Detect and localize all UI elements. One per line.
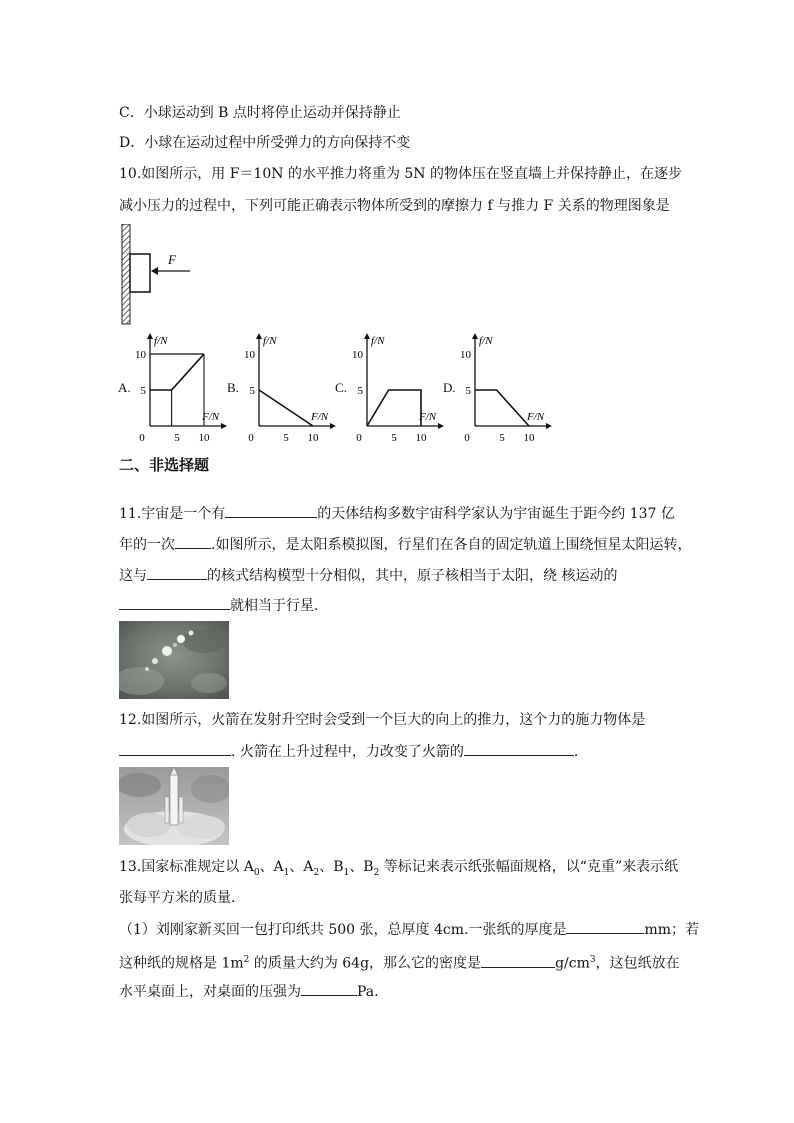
- q13-text: 、B: [349, 859, 374, 875]
- wall: [122, 224, 130, 324]
- x-axis-arrow: [438, 423, 444, 429]
- q13-blank-2[interactable]: [481, 953, 555, 968]
- graph-option-b: [241, 330, 339, 444]
- option-label-c[interactable]: C.: [335, 380, 347, 395]
- q11-text: 的核式结构模型十分相似，其中，原子核相当于太阳，绕 核运动的: [207, 568, 618, 584]
- x-axis-label: F/N: [527, 411, 545, 423]
- subscript: 1: [343, 867, 350, 878]
- y-axis-arrow: [147, 333, 153, 339]
- y-tick-label: 5: [140, 385, 146, 397]
- q13-text: 的质量大约为 64g，那么它的密度是: [249, 955, 482, 972]
- q9-option-d: D．小球在运动过程中所受弹力的方向保持不变: [119, 135, 411, 151]
- q11-blank-4[interactable]: [119, 595, 230, 610]
- q11-line3: [119, 565, 617, 586]
- q13-blank-1[interactable]: [566, 919, 644, 934]
- q11-blank-3[interactable]: [147, 565, 207, 580]
- q9-option-c: C．小球运动到 B 点时将停止运动并保持静止: [119, 105, 401, 121]
- rocket-launch-image: [119, 767, 229, 845]
- q11-text: 年的一次: [119, 537, 175, 553]
- x-tick-label: 10: [307, 432, 319, 444]
- x-tick-label: 10: [198, 432, 210, 444]
- subscript: 2: [313, 867, 320, 878]
- y-axis-arrow: [364, 333, 370, 339]
- subscript: 2: [373, 867, 380, 878]
- section-title: 二、非选择题: [119, 456, 210, 474]
- q13-text: 、A: [259, 859, 284, 875]
- force-arrowhead: [151, 267, 158, 275]
- wall-block-diagram: [118, 224, 198, 326]
- q13-line3: [119, 919, 699, 940]
- graph-option-d: [457, 330, 555, 444]
- q13-line1: [119, 857, 678, 883]
- y-tick-label: 10: [244, 349, 255, 361]
- subscript: 1: [283, 867, 290, 878]
- x-axis-arrow: [546, 423, 552, 429]
- graph-option-c: [349, 330, 447, 444]
- q13-text: 等标记来表示纸张幅面规格，以“克重”来表示纸: [379, 859, 679, 875]
- q12-blank-2[interactable]: [464, 741, 574, 756]
- x-tick-label: 5: [283, 432, 289, 444]
- q10-text-line2: 减小压力的过程中，下列可能正确表示物体所受到的摩擦力 f 与推力 F 关系的物理图象是: [119, 198, 670, 214]
- q13-text: （1）刘刚家新买回一包打印纸共 500 张，总厚度 4cm.一张纸的厚度是: [119, 922, 567, 938]
- q13-text: mm；若: [644, 922, 700, 938]
- x-tick-label: 5: [499, 432, 505, 444]
- y-tick-label: 5: [465, 385, 471, 397]
- y-tick-label: 5: [357, 385, 363, 397]
- q11-line1: [119, 503, 675, 524]
- q11-blank-2[interactable]: [175, 534, 211, 549]
- series-line: [367, 390, 421, 426]
- y-tick-label: 5: [249, 385, 255, 397]
- y-axis-label: f/N: [479, 335, 493, 347]
- block: [130, 254, 150, 292]
- q13-line2: 张每平方米的质量.: [119, 890, 236, 906]
- superscript: 2: [243, 955, 250, 965]
- y-axis-label: f/N: [154, 335, 168, 347]
- y-tick-label: 10: [352, 349, 363, 361]
- q11-blank-1[interactable]: [225, 503, 317, 518]
- q12-blank-1[interactable]: [119, 741, 231, 756]
- series-line: [150, 354, 204, 390]
- force-label: F: [168, 252, 176, 267]
- superscript: 3: [589, 955, 596, 965]
- option-label-d[interactable]: D.: [443, 380, 456, 395]
- q12-text: . 火箭在上升过程中，力改变了火箭的: [231, 744, 464, 760]
- solar-system-image: [119, 621, 229, 699]
- x-tick-label: 0: [464, 432, 470, 444]
- x-axis-label: F/N: [311, 411, 329, 423]
- q11-text: 这与: [119, 568, 147, 584]
- x-axis-arrow: [221, 423, 227, 429]
- q13-text: Pa.: [357, 984, 379, 1000]
- y-axis-arrow: [256, 333, 262, 339]
- y-tick-label: 10: [135, 349, 146, 361]
- q11-text: 11.宇宙是一个有: [119, 506, 226, 522]
- y-axis-arrow: [472, 333, 478, 339]
- y-axis-label: f/N: [371, 335, 385, 347]
- q13-line5: [119, 981, 379, 1002]
- q13-text: g/cm: [555, 955, 590, 972]
- q11-text: 的天体结构多数宇宙科学家认为宇宙诞生于距今约 137 亿: [317, 506, 675, 522]
- q11-line2: [119, 534, 691, 555]
- q13-text: 这种纸的规格是 1m: [119, 955, 244, 972]
- x-axis-label: F/N: [419, 411, 437, 423]
- y-axis-label: f/N: [263, 335, 277, 347]
- x-tick-label: 10: [415, 432, 427, 444]
- x-tick-label: 5: [174, 432, 180, 444]
- q11-text: .如图所示，是太阳系模拟图，行星们在各自的固定轨道上围绕恒星太阳运转，: [211, 537, 692, 553]
- q13-text: 、B: [319, 859, 344, 875]
- y-tick-label: 10: [460, 349, 471, 361]
- q11-text: 就相当于行星.: [230, 598, 319, 614]
- series-line: [475, 390, 529, 426]
- q11-line4: [119, 595, 318, 616]
- x-tick-label: 0: [356, 432, 362, 444]
- q13-blank-3[interactable]: [301, 981, 357, 996]
- x-tick-label: 5: [391, 432, 397, 444]
- subscript: 0: [253, 867, 260, 878]
- x-tick-label: 0: [139, 432, 145, 444]
- q13-text: ，这包纸放在: [595, 955, 680, 972]
- q12-text: .: [573, 744, 579, 760]
- q13-text: 13.国家标准规定以 A: [119, 859, 254, 875]
- x-axis-label: F/N: [202, 411, 220, 423]
- q13-text: 水平桌面上，对桌面的压强为: [119, 984, 301, 1000]
- x-tick-label: 0: [248, 432, 254, 444]
- option-label-a[interactable]: A.: [118, 380, 131, 395]
- q12-line1: 12.如图所示，火箭在发射升空时会受到一个巨大的向上的推力，这个力的施力物体是: [119, 712, 646, 728]
- q13-text: 、A: [289, 859, 314, 875]
- graph-option-a: [132, 330, 230, 444]
- q13-line4: [119, 950, 680, 974]
- x-axis-arrow: [330, 423, 336, 429]
- q10-text-line1: 10.如图所示，用 F＝10N 的水平推力将重为 5N 的物体压在竖直墙上并保持静止，在逐步: [119, 166, 682, 182]
- x-tick-label: 10: [523, 432, 535, 444]
- q12-line2: [119, 741, 578, 762]
- option-label-b[interactable]: B.: [227, 380, 239, 395]
- series-line: [259, 390, 313, 426]
